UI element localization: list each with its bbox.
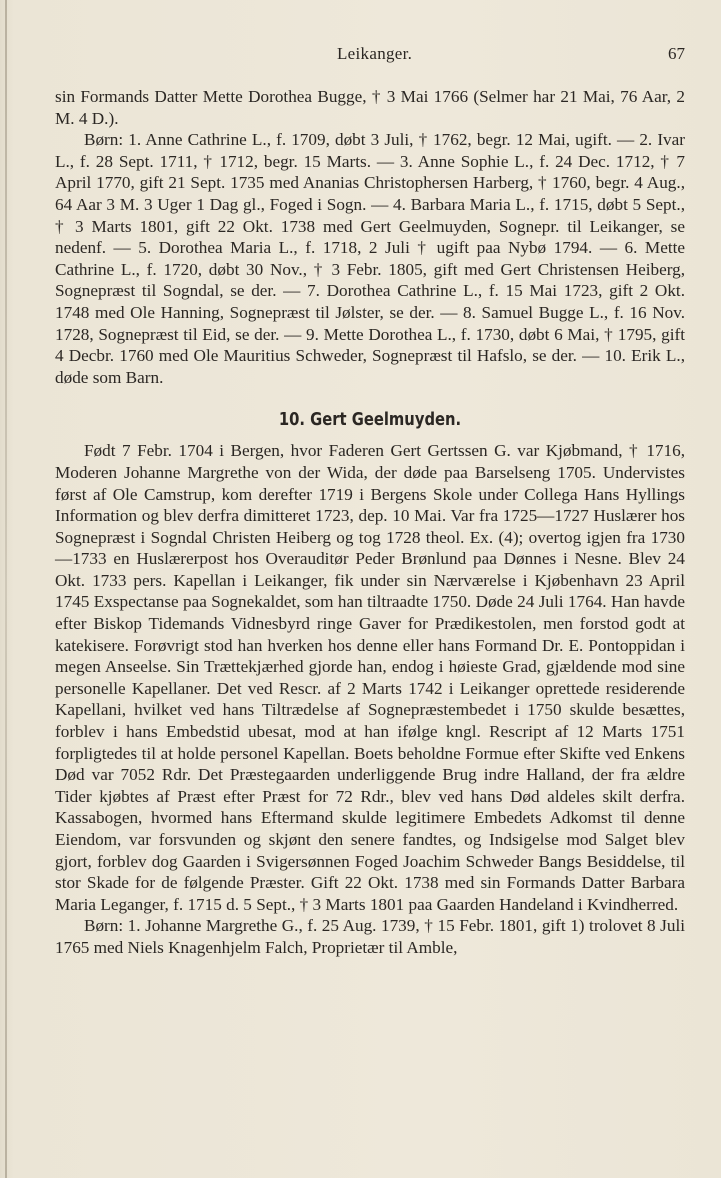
paragraph-children-list: Børn: 1. Anne Cathrine L., f. 1709, døbt 3 Juli, † 1762, begr. 12 Mai, ugift. — 2. Ivar L., f. 28 Sept. 1711, † 1712, begr. 15 Marts. — 3. Anne Sophie L., f. 24 Dec. 1712, † 7 April 1770, gift 21 Sept. 1735 med Ananias Christophersen Harberg, † 1760, begr. 4 Aug., 64 Aar 3 M. 3 Uger 1 Dag gl., Foged i Sogn. — 4. Barbara Maria L., f. 1715, døbt 5 Sept., † 3 Marts 1801, gift 22 Okt. 1738 med Gert Geelmuyden, Sognepr. til Leikanger, se nedenf. — 5. Dorothea Maria L., f. 1718, 2 Juli † ugift paa Nybø 1794. — 6. Mette Cathrine L., f. 1720, døbt 30 Nov., † 3 Febr. 1805, gift med Gert Christensen Heiberg, Sognepræst til Sogndal, se der. — 7. Dorothea Cathrine L., f. 15 Mai 1723, gift 2 Okt. 1748 med Ole Hanning, Sognepræst til Jølster, se der. — 8. Samuel Bugge L., f. 16 Nov. 1728, Sognepræst til Eid, se der. — 9. Mette Dorothea L., f. 1730, døbt 6 Mai, † 1795, gift 4 Decbr. 1760 med Ole Mauritius Schweder, Sognepræst til Hafslo, se der. — 10. Erik L., døde som Barn. (55, 130, 685, 387)
page-header (55, 44, 685, 68)
paragraph-continuation: sin Formands Datter Mette Dorothea Bugge, † 3 Mai 1766 (Selmer har 21 Mai, 76 Aar, 2 M. 4 D.). (55, 87, 685, 128)
section-title: 10. Gert Geelmuyden. (278, 409, 462, 431)
body-text (55, 86, 685, 959)
page-gutter (5, 0, 7, 1178)
paragraph-children-list-2: Børn: 1. Johanne Margrethe G., f. 25 Aug. 1739, † 15 Febr. 1801, gift 1) trolovet 8 Juli 1765 med Niels Knagenhjelm Falch, Proprietær til Amble, (55, 916, 685, 957)
paragraph-biography: Født 7 Febr. 1704 i Bergen, hvor Faderen Gert Gertssen G. var Kjøbmand, † 1716, Moderen Johanne Margrethe von der Wida, der døde paa Barselseng 1705. Undervistes først af Ole Camstrup, kom derefter 1719 i Bergens Skole under Collega Hans Hyllings Information og blev derfra dimitteret 1723, dep. 10 Mai. Var fra 1725—1727 Huslærer hos Sognepræst i Sogndal Christen Heiberg og tog 1728 theol. Ex. (4); overtog igjen fra 1730—1733 en Huslærerpost hos Overauditør Peder Brønlund paa Dønnes i Nesne. Blev 24 Okt. 1733 pers. Kapellan i Leikanger, fik under sin Nærværelse i Kjøbenhavn 23 April 1745 Exspectanse paa Sognekaldet, som han tiltraadte 1750. Døde 24 Juli 1764. Han havde efter Biskop Tidemands Vidnesbyrd ringe Gaver for Prædikestolen, men forstod godt at katekisere. Forøvrigt stod han hverken hos denne eller hans Formand Dr. E. Pontoppidan i megen Anseelse. Sin Trættekjærhed gjorde han, endog i høieste Grad, gjældende mod sine personelle Kapellaner. Det ved Rescr. af 2 Marts 1742 i Leikanger oprettede residerende Kapellani, hvilket ved hans Tiltrædelse af Sognepræstembedet i 1750 skulde besættes, forblev i hans Embedstid ubesat, mod at han ifølge kngl. Rescript af 12 Marts 1751 forpligtedes til at holde personel Kapellan. Boets beholdne Formue efter Skifte ved Enkens Død var 7052 Rdr. Det Præstegaarden underliggende Brug indre Halland, der fra ældre Tider kjøbtes af Præst efter Præst for 72 Rdr., blev ved hans Død aldeles skilt derfra. Kassabogen, hvormed hans Eftermand skulde legitimere Embedets Adkomst til denne Eiendom, var forsvunden og skjønt den senere fandtes, og Indsigelse mod Salget blev gjort, forblev dog Gaarden i Svigersønnen Foged Joachim Schweder Bangs Besiddelse, til stor Skade for de følgende Præster. Gift 22 Okt. 1738 med sin Formands Datter Barbara Maria Leganger, f. 1715 d. 5 Sept., † 3 Marts 1801 paa Gaarden Handeland i Kvindherred. (55, 441, 685, 914)
running-head: Leikanger. (337, 44, 413, 63)
page-number: 67 (668, 44, 685, 63)
